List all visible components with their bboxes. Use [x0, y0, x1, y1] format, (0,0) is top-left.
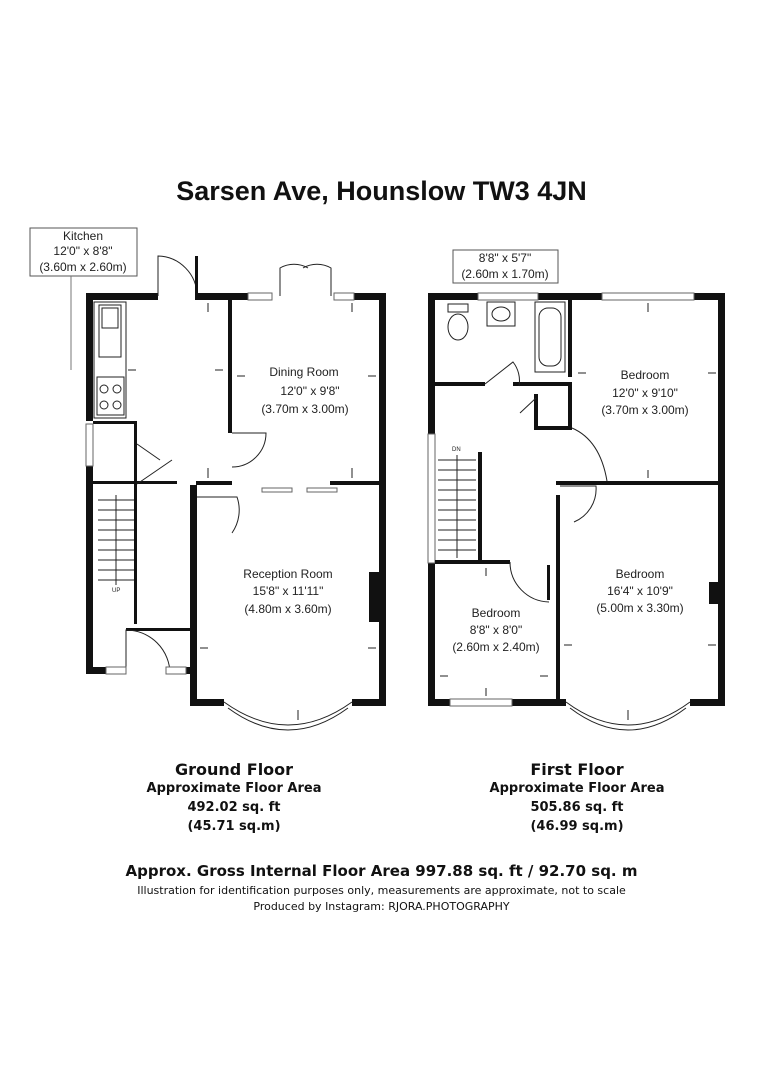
kitchen-imperial: 12'0" x 8'8" — [53, 244, 113, 258]
wall — [568, 300, 572, 377]
wall — [196, 481, 232, 485]
wall — [690, 699, 725, 706]
door-swing — [303, 264, 331, 296]
hob-icon — [100, 385, 108, 393]
wall — [86, 293, 93, 421]
stairs-up — [98, 495, 134, 585]
wall — [556, 495, 560, 706]
dining-room-imperial: 12'0" x 9'8" — [280, 384, 340, 398]
door-swing — [572, 428, 607, 481]
wall — [137, 481, 177, 484]
window — [450, 699, 512, 706]
ground-floor-plan — [30, 228, 386, 730]
ground-floor-name: Ground Floor — [174, 760, 294, 779]
window — [106, 667, 126, 674]
wall — [435, 382, 485, 386]
disclaimer: Illustration for identification purposes only, measurements are approximate, not to scale — [137, 884, 626, 897]
wall — [428, 293, 435, 434]
bedroom-small-name: Bedroom — [471, 606, 521, 620]
sliding-door — [307, 488, 337, 492]
door — [547, 565, 550, 600]
first-floor-area-sqm: (46.99 sq.m) — [530, 819, 624, 834]
bedroom-rear-imperial: 12'0" x 9'10" — [612, 386, 678, 400]
window — [166, 667, 186, 674]
credit: Produced by Instagram: RJORA.PHOTOGRAPHY — [253, 900, 510, 913]
first-floor-area-label: Approximate Floor Area — [489, 781, 665, 796]
bathroom-metric: (2.60m x 1.70m) — [461, 267, 549, 281]
dining-room-name: Dining Room — [269, 365, 339, 379]
stairs-label: DN — [452, 447, 461, 453]
window — [248, 293, 272, 300]
ground-floor-area-sqm: (45.71 sq.m) — [187, 819, 281, 834]
wall — [86, 466, 93, 673]
reception-room-metric: (4.80m x 3.60m) — [244, 602, 332, 616]
bay-window — [228, 708, 348, 730]
wall — [568, 382, 572, 430]
stairs-down — [438, 455, 476, 558]
dining-room-metric: (3.70m x 3.00m) — [261, 402, 349, 416]
window — [86, 424, 93, 466]
wall — [134, 421, 137, 484]
wall — [513, 382, 572, 386]
wall — [428, 699, 450, 706]
kitchen-metric: (3.60m x 2.60m) — [39, 260, 127, 274]
chimney-breast — [369, 572, 379, 622]
sliding-door — [262, 488, 292, 492]
door-swing — [197, 497, 239, 533]
door-swing — [158, 256, 197, 296]
first-floor-plan — [428, 250, 725, 730]
door-swing — [510, 562, 549, 602]
kitchen-sink-icon — [102, 308, 118, 328]
door — [195, 256, 198, 296]
cupboard-door — [520, 398, 536, 413]
bedroom-front-metric: (5.00m x 3.30m) — [596, 601, 684, 615]
front-door-swing — [126, 630, 170, 674]
bedroom-small-imperial: 8'8" x 8'0" — [469, 623, 523, 637]
first-floor-summary — [457, 760, 697, 836]
wall — [534, 426, 572, 430]
wall — [718, 293, 725, 706]
hob-icon — [100, 401, 108, 409]
wall — [379, 293, 386, 706]
wall — [134, 484, 137, 624]
first-floor-area-sqft: 505.86 sq. ft — [530, 800, 624, 815]
window — [602, 293, 694, 300]
bathroom-imperial: 8'8" x 5'7" — [478, 251, 532, 265]
ground-floor-area-sqft: 492.02 sq. ft — [187, 800, 281, 815]
cupboard-door — [137, 444, 172, 484]
page-title: Sarsen Ave, Hounslow TW3 4JN — [176, 176, 587, 206]
wall — [478, 452, 482, 564]
kitchen-name: Kitchen — [62, 229, 104, 243]
toilet-icon — [448, 314, 468, 340]
gross-area: Approx. Gross Internal Floor Area 997.88 sq. ft / 92.70 sq. m — [125, 862, 638, 880]
wall — [93, 481, 140, 484]
door-swing — [280, 264, 308, 296]
window — [478, 293, 538, 300]
wall — [190, 699, 224, 706]
first-floor-name: First Floor — [530, 760, 624, 779]
wall — [428, 293, 478, 300]
window — [334, 293, 354, 300]
bedroom-rear-metric: (3.70m x 3.00m) — [601, 403, 689, 417]
bedroom-small-metric: (2.60m x 2.40m) — [452, 640, 540, 654]
door — [562, 481, 598, 484]
wall — [93, 421, 137, 424]
wall — [352, 699, 386, 706]
toilet-cistern-icon — [448, 304, 468, 312]
wall — [330, 481, 382, 485]
ground-floor-area-label: Approximate Floor Area — [146, 781, 322, 796]
wall — [512, 699, 560, 706]
bathroom-fittings — [448, 302, 565, 372]
wall — [538, 293, 602, 300]
hob-icon — [113, 385, 121, 393]
bay-window — [224, 702, 352, 725]
chimney-breast — [709, 582, 718, 604]
bath-icon — [539, 308, 561, 366]
window — [428, 434, 435, 563]
wall — [86, 293, 158, 300]
bedroom-rear-name: Bedroom — [620, 368, 670, 382]
ground-floor-summary — [114, 760, 354, 836]
wall — [228, 293, 232, 433]
reception-room-imperial: 15'8" x 11'11" — [252, 584, 324, 598]
stairs-label: UP — [112, 588, 121, 594]
wall — [435, 560, 510, 564]
wall — [190, 485, 197, 706]
hob-icon — [113, 401, 121, 409]
bedroom-front-name: Bedroom — [615, 567, 665, 581]
dimension-arrows — [128, 303, 376, 720]
door-swing — [560, 486, 596, 522]
basin-icon — [487, 302, 515, 326]
door-swing — [232, 433, 266, 467]
wall — [428, 563, 435, 706]
reception-room-name: Reception Room — [243, 567, 333, 581]
bedroom-front-imperial: 16'4" x 10'9" — [607, 584, 673, 598]
hob-icon — [97, 377, 124, 415]
basin-icon — [492, 307, 510, 321]
